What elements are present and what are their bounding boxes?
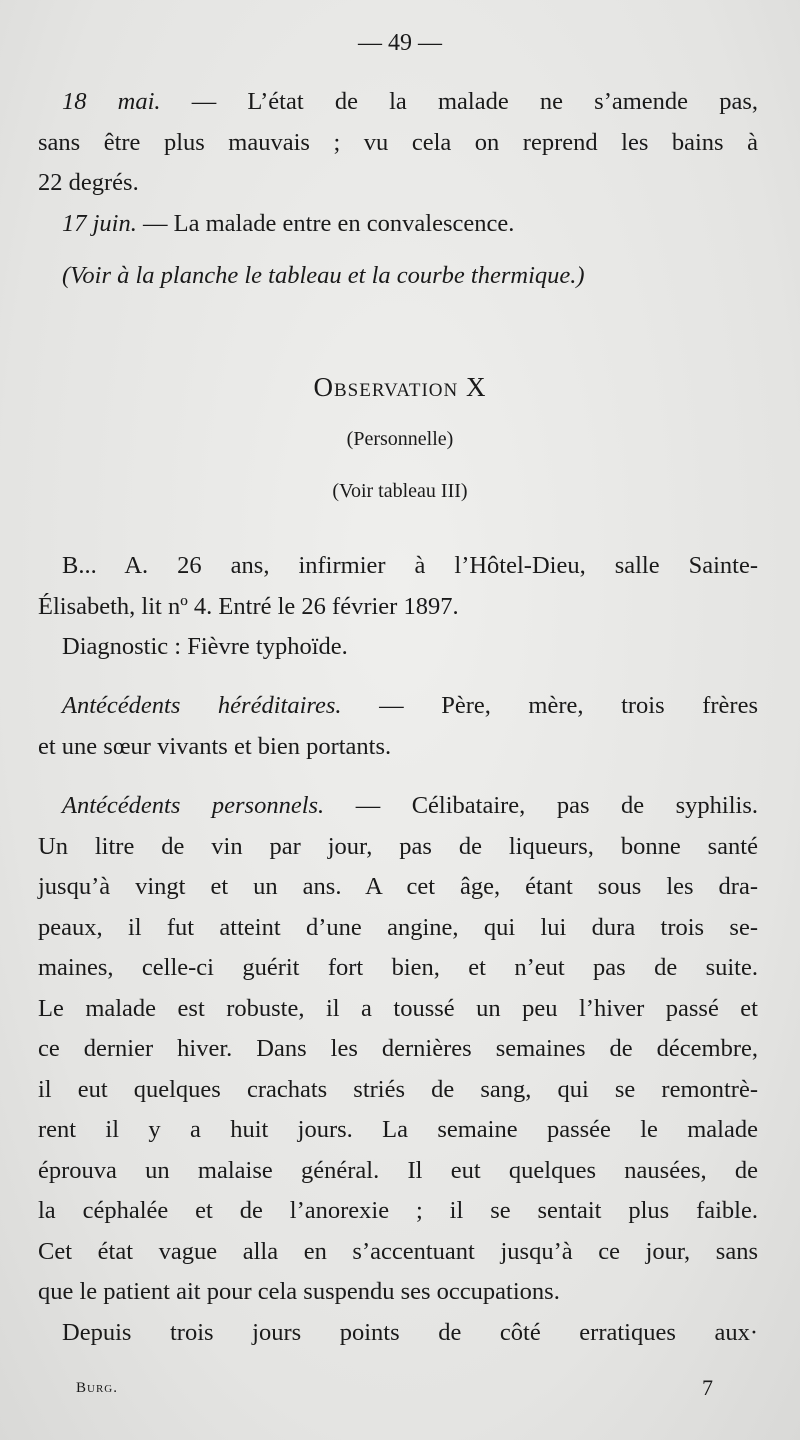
- observation-reference: (Voir tableau III): [332, 480, 468, 502]
- personal-line: jusqu’à vingt et un ans. A cet âge, étant sous les dra-: [38, 873, 758, 900]
- entry-line: sans être plus mauvais ; vu cela on reprend les bains à: [38, 128, 758, 156]
- personal-line: Cet état vague alla en s’accentuant jusqu’à ce jour, sans: [38, 1237, 758, 1265]
- entry-line: [38, 82, 758, 123]
- hereditary-line: [38, 686, 758, 727]
- personal-line: peaux, il fut atteint d’une angine, qui lui dura trois se-: [38, 913, 758, 941]
- personal-line: Le malade est robuste, il a toussé un peu l’hiver passé et: [38, 994, 758, 1022]
- diagnosis-line: Diagnostic : Fièvre typhoïde.: [62, 633, 348, 660]
- hereditary-history: [38, 686, 758, 767]
- entry-text: — L’état de la malade ne s’amende pas,: [160, 88, 759, 115]
- entry-date: 17 juin.: [62, 210, 137, 237]
- observation-subtitle: (Personnelle): [346, 428, 454, 450]
- signature-mark: Burg.: [76, 1380, 118, 1396]
- sheet-number: 7: [702, 1375, 713, 1400]
- personal-line: il eut quelques crachats striés de sang, qui se remontrè-: [38, 1075, 758, 1103]
- plate-reference-text: (Voir à la planche le tableau et la courbe thermique.): [62, 262, 585, 289]
- personal-text: — Célibataire, pas de syphilis.: [324, 792, 758, 819]
- personal-line: que le patient ait pour cela suspendu ses occupations.: [38, 1278, 560, 1305]
- observation-number: X: [466, 372, 487, 402]
- hereditary-line: et une sœur vivants et bien portants.: [38, 732, 392, 760]
- patient-line: B... A. 26 ans, infirmier à l’Hôtel-Dieu, salle Sainte-: [62, 552, 758, 579]
- personal-line: Un litre de vin par jour, pas de liqueurs, bonne santé: [38, 832, 758, 860]
- personal-line: ce dernier hiver. Dans les dernières semaines de décembre,: [38, 1035, 758, 1062]
- patient-line: Élisabeth, lit nº 4. Entré le 26 février 1897.: [38, 592, 459, 620]
- personal-heading: Antécédents personnels.: [62, 792, 325, 819]
- personal-line: rent il y a huit jours. La semaine passée le malade: [38, 1116, 758, 1143]
- entry-line: [38, 204, 758, 245]
- personal-history: [38, 786, 758, 1353]
- entry-line: 22 degrés.: [38, 169, 139, 196]
- hereditary-text: — Père, mère, trois frères: [341, 692, 758, 719]
- personal-line: maines, celle-ci guérit fort bien, et n’eut pas de suite.: [38, 954, 758, 981]
- personal-line: éprouva un malaise général. Il eut quelques nausées, de: [38, 1156, 758, 1184]
- personal-line: la céphalée et de l’anorexie ; il se sentait plus faible.: [38, 1197, 758, 1224]
- page-number: — 49 —: [358, 30, 442, 56]
- entry-date: 18 mai.: [62, 88, 161, 115]
- entry-18-mai: [38, 82, 758, 204]
- observation-word: Observation: [313, 372, 459, 402]
- hereditary-heading: Antécédents héréditaires.: [62, 692, 342, 719]
- personal-line: [38, 786, 758, 827]
- patient-info: [38, 546, 758, 668]
- last-paragraph-line: Depuis trois jours points de côté erratiques aux·: [62, 1318, 758, 1346]
- entry-17-juin: [38, 204, 758, 245]
- entry-text: — La malade entre en convalescence.: [136, 210, 515, 237]
- observation-title: [0, 372, 800, 403]
- plate-reference: [38, 256, 758, 297]
